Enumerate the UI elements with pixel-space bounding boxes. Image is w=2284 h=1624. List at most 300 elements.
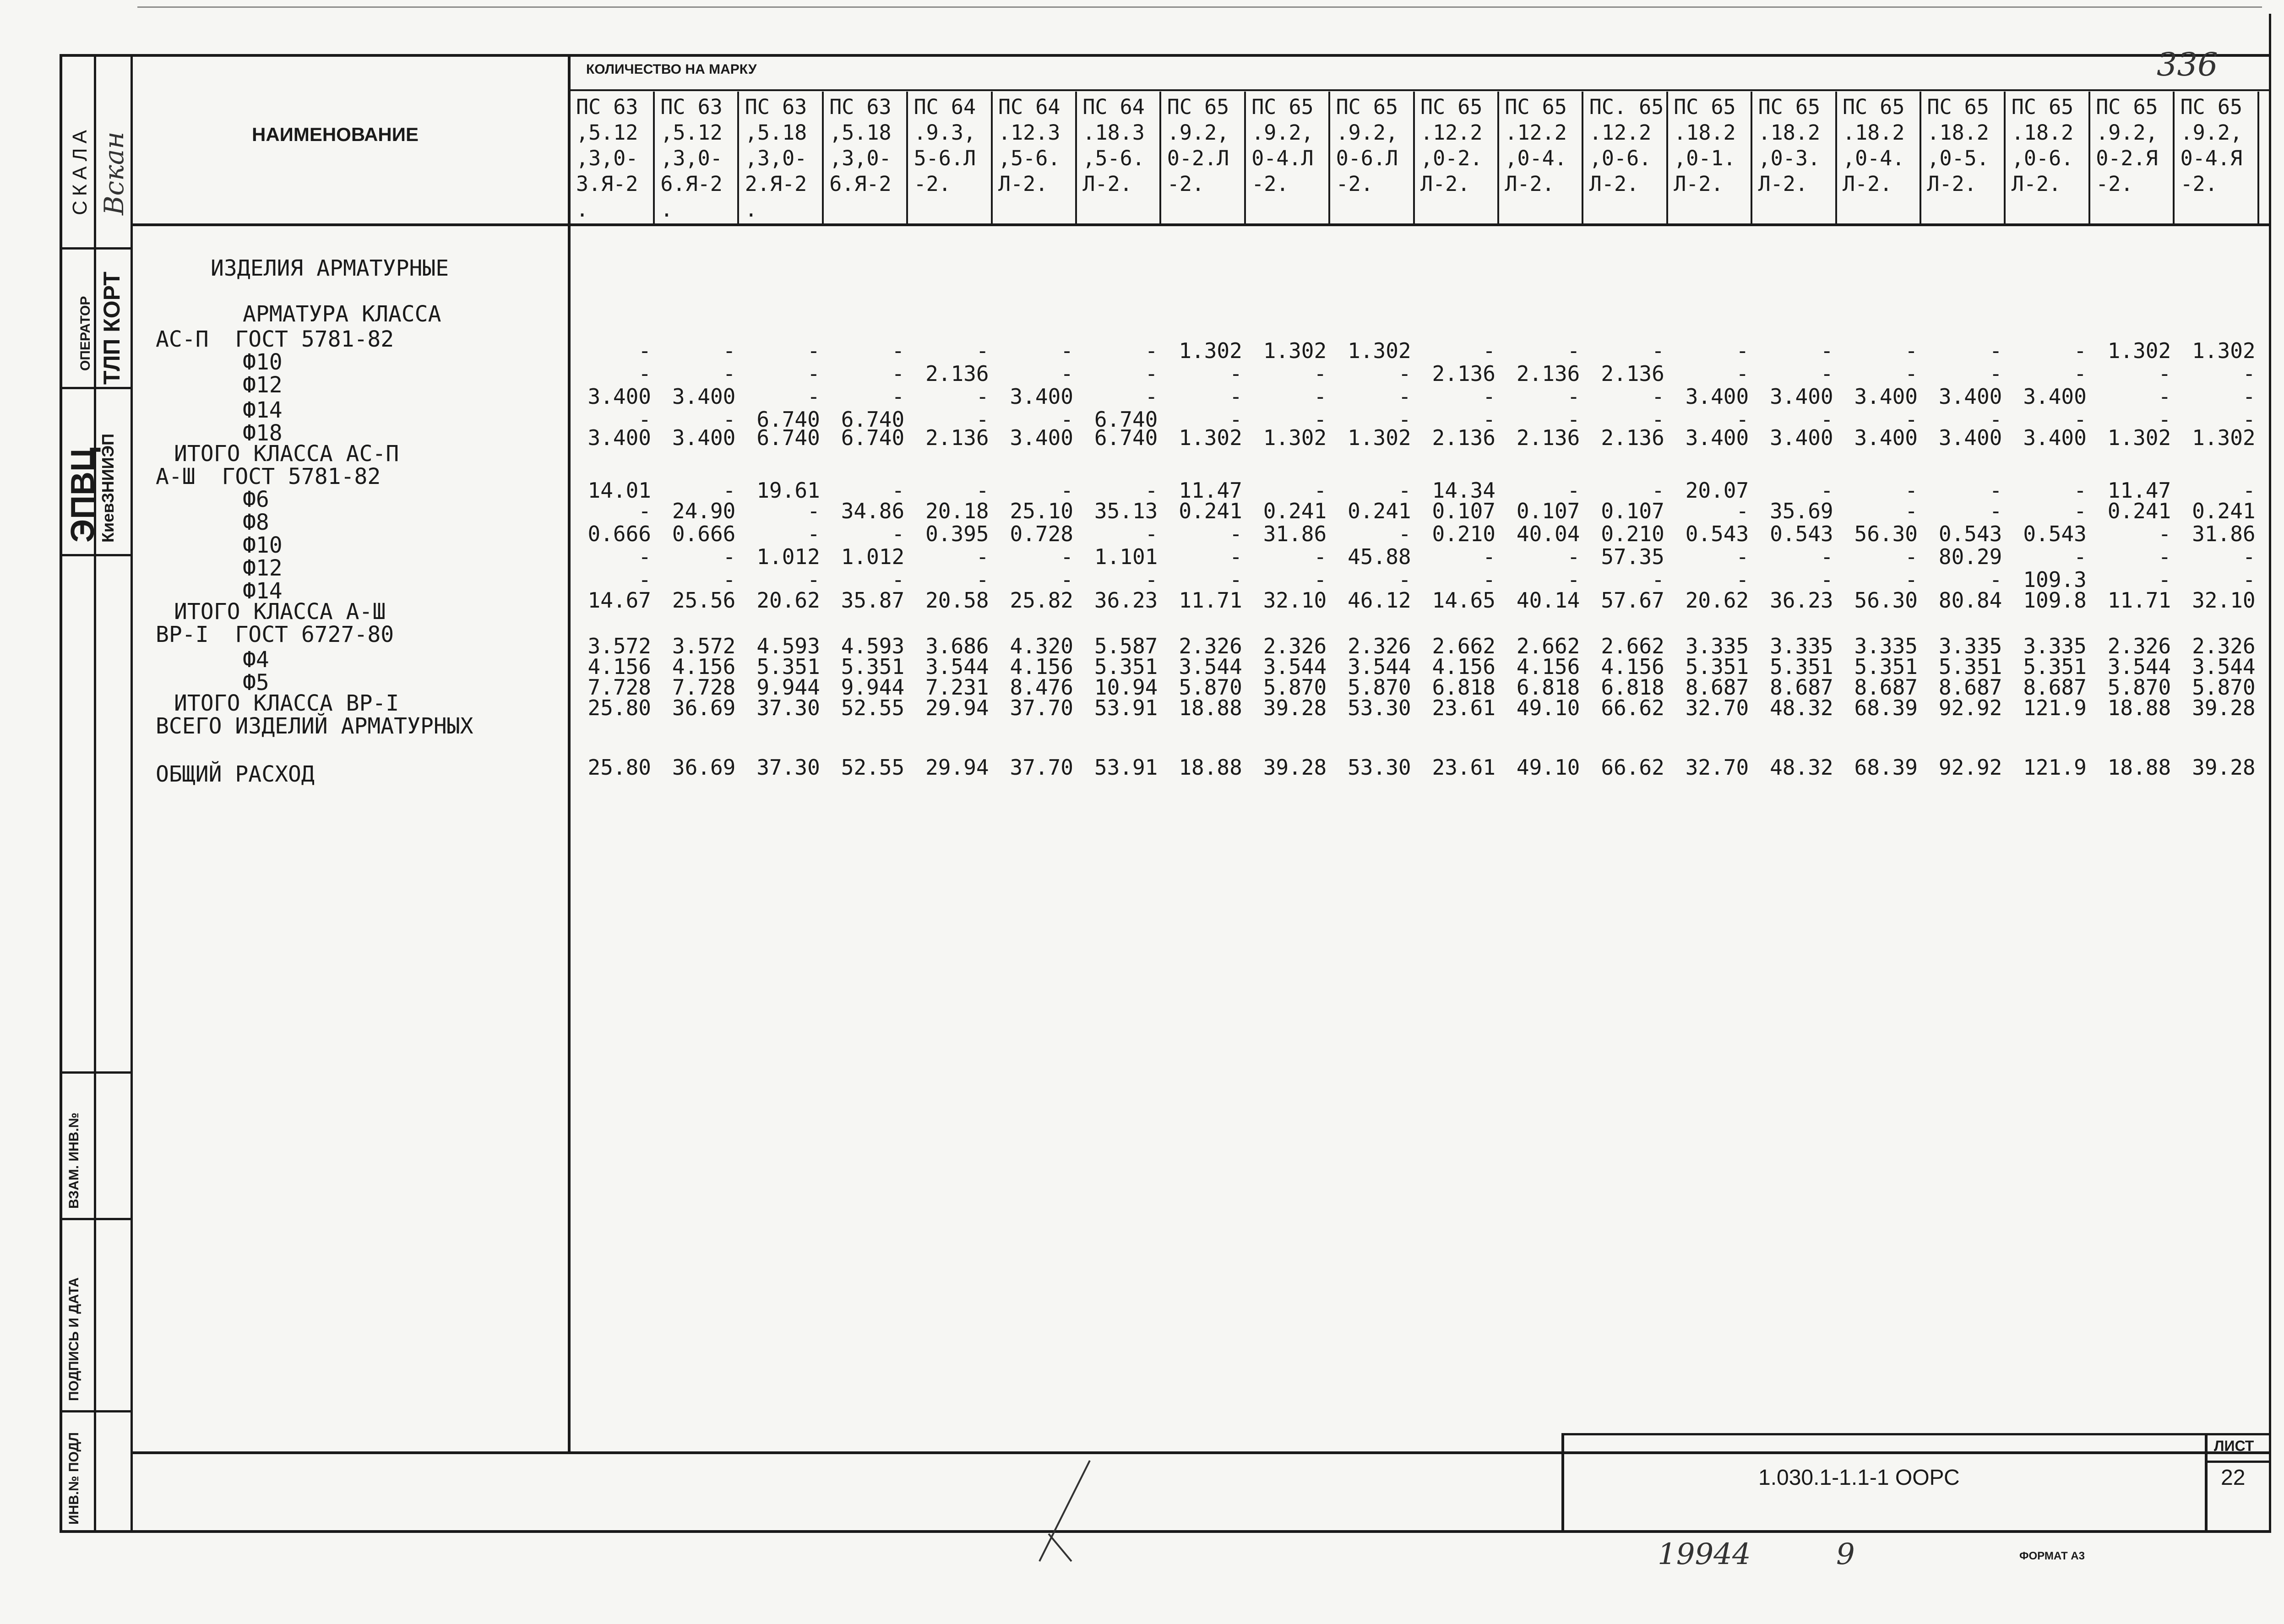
cell-ac2-f12-7: - xyxy=(1145,361,1158,386)
label-f14-b: Ф14 xyxy=(243,578,283,604)
cell-ac2-total-10: 1.302 xyxy=(1348,425,1411,450)
cell-ac2-total-13: 2.136 xyxy=(1601,425,1664,450)
column-header-13: ПС. 65 .12.2 ,0-6. Л-2. xyxy=(1584,92,1668,224)
titleblock-divider-2 xyxy=(2205,1433,2208,1532)
cell-a3-f12-16: - xyxy=(1905,544,1918,569)
cell-vr1-f4-6: 4.320 xyxy=(1010,634,1073,658)
cell-obshchiy-6: 37.70 xyxy=(1010,755,1073,780)
cell-ac2-f14-5: - xyxy=(976,384,989,409)
cell-a3-f14-17: - xyxy=(1989,567,2002,592)
cell-vr1-total-1: 7.728 xyxy=(587,675,651,700)
cell-a3-f12-12: - xyxy=(1567,544,1580,569)
cell-vr1-f5-7: 5.351 xyxy=(1094,654,1158,679)
cell-vr1-total-18: 8.687 xyxy=(2023,675,2087,700)
cell-a3-f8-12: 0.107 xyxy=(1516,499,1580,523)
cell-obshchiy-1: 25.80 xyxy=(587,755,651,780)
cell-ac2-total-20: 1.302 xyxy=(2192,425,2256,450)
cell-ac2-f12-1: - xyxy=(638,361,651,386)
cell-vr1-f4-17: 3.335 xyxy=(1938,634,2002,658)
cell-vr1-total-5: 7.231 xyxy=(925,675,989,700)
cell-a3-f14-18: 109.3 xyxy=(2023,567,2087,592)
label-f12-b: Ф12 xyxy=(243,555,283,581)
cell-vr1-total-20: 5.870 xyxy=(2192,675,2256,700)
page-number-handwritten: 336 xyxy=(2157,46,2218,83)
cell-ac2-f18-7: 6.740 xyxy=(1094,407,1158,432)
cell-ac2-f12-9: - xyxy=(1314,361,1327,386)
cell-ac2-f14-2: 3.400 xyxy=(672,384,736,409)
label-f6: Ф6 xyxy=(243,487,269,512)
cell-a3-f10-10: - xyxy=(1398,521,1411,546)
cell-a3-f12-14: - xyxy=(1736,544,1749,569)
cell-a3-f6-4: - xyxy=(892,478,905,503)
cell-vr1-total-12: 6.818 xyxy=(1516,675,1580,700)
quantity-label-line xyxy=(568,89,2271,91)
cell-ac2-f18-19: - xyxy=(2158,407,2171,432)
stamp-sep-2 xyxy=(60,387,133,389)
cell-vsego-2: 36.69 xyxy=(672,695,736,720)
label-itogo-ac2: ИТОГО КЛАССА АС-П xyxy=(174,441,399,467)
cell-a3-f8-1: - xyxy=(638,499,651,523)
cell-vr1-total-4: 9.944 xyxy=(841,675,905,700)
cell-a3-f10-3: - xyxy=(807,521,820,546)
cell-vr1-f4-18: 3.335 xyxy=(2023,634,2087,658)
cell-ac2-total-19: 1.302 xyxy=(2107,425,2171,450)
cell-ac2-f10-5: - xyxy=(976,338,989,363)
cell-obshchiy-11: 23.61 xyxy=(1432,755,1495,780)
cell-a3-total-6: 25.82 xyxy=(1010,588,1073,613)
label-itogo-a3: ИТОГО КЛАССА А-Ш xyxy=(174,599,386,625)
column-header-16: ПС 65 .18.2 ,0-4. Л-2. xyxy=(1837,92,1921,224)
cell-ac2-f18-16: - xyxy=(1905,407,1918,432)
quantity-header: КОЛИЧЕСТВО НА МАРКУ xyxy=(586,62,757,77)
name-column-divider xyxy=(568,54,571,1453)
cell-a3-f8-14: - xyxy=(1736,499,1749,523)
cell-ac2-f14-1: 3.400 xyxy=(587,384,651,409)
cell-a3-f6-6: - xyxy=(1060,478,1073,503)
cell-a3-f8-19: 0.241 xyxy=(2107,499,2171,523)
cell-ac2-f10-16: - xyxy=(1905,338,1918,363)
cell-vsego-17: 92.92 xyxy=(1938,695,2002,720)
cell-ac2-f10-1: - xyxy=(638,338,651,363)
column-header-5: ПС 64 .9.3, 5-6.Л -2. xyxy=(908,92,993,224)
column-header-9: ПС 65 .9.2, 0-4.Л -2. xyxy=(1246,92,1330,224)
cell-a3-f14-16: - xyxy=(1905,567,1918,592)
cell-a3-f14-14: - xyxy=(1736,567,1749,592)
cell-ac2-f18-14: - xyxy=(1736,407,1749,432)
cell-vr1-f4-4: 4.593 xyxy=(841,634,905,658)
cell-obshchiy-4: 52.55 xyxy=(841,755,905,780)
cell-vr1-f5-9: 3.544 xyxy=(1263,654,1327,679)
cell-ac2-f10-12: - xyxy=(1567,338,1580,363)
scan-edge-top xyxy=(137,6,2262,8)
column-header-18: ПС 65 .18.2 ,0-6. Л-2. xyxy=(2006,92,2090,224)
cell-obshchiy-14: 32.70 xyxy=(1685,755,1749,780)
inv-podl-label: ИНВ.№ ПОДЛ xyxy=(66,1432,82,1525)
cell-obshchiy-16: 68.39 xyxy=(1854,755,1918,780)
cell-ac2-total-15: 3.400 xyxy=(1770,425,1833,450)
cell-ac2-f12-19: - xyxy=(2158,361,2171,386)
sheet-number: 22 xyxy=(2221,1466,2246,1490)
cell-ac2-f18-1: - xyxy=(638,407,651,432)
footer-handwritten-extra: 9 xyxy=(1836,1537,1855,1571)
cell-ac2-f12-8: - xyxy=(1229,361,1242,386)
cell-ac2-total-11: 2.136 xyxy=(1432,425,1495,450)
cell-ac2-f10-13: - xyxy=(1652,338,1664,363)
label-vr1-gost: ВР-I ГОСТ 6727-80 xyxy=(156,622,394,647)
cell-a3-f12-17: 80.29 xyxy=(1938,544,2002,569)
cell-a3-f12-8: - xyxy=(1229,544,1242,569)
cell-ac2-f18-3: 6.740 xyxy=(756,407,820,432)
cell-a3-total-17: 80.84 xyxy=(1938,588,2002,613)
cell-a3-f6-13: - xyxy=(1652,478,1664,503)
cell-a3-f12-18: - xyxy=(2074,544,2087,569)
cell-vr1-f4-11: 2.662 xyxy=(1432,634,1495,658)
cell-ac2-total-12: 2.136 xyxy=(1516,425,1580,450)
label-f10-b: Ф10 xyxy=(243,532,283,558)
cell-vr1-total-14: 8.687 xyxy=(1685,675,1749,700)
cell-ac2-f12-4: - xyxy=(892,361,905,386)
cell-vr1-f5-2: 4.156 xyxy=(672,654,736,679)
label-obshchiy: ОБЩИЙ РАСХОД xyxy=(156,761,315,787)
cell-ac2-f18-5: - xyxy=(976,407,989,432)
cell-ac2-f18-11: - xyxy=(1483,407,1495,432)
cell-vr1-f5-12: 4.156 xyxy=(1516,654,1580,679)
cell-vr1-f4-14: 3.335 xyxy=(1685,634,1749,658)
cell-a3-f12-7: 1.101 xyxy=(1094,544,1158,569)
cell-ac2-f10-8: 1.302 xyxy=(1179,338,1242,363)
cell-ac2-f14-18: 3.400 xyxy=(2023,384,2087,409)
cell-a3-f8-17: - xyxy=(1989,499,2002,523)
cell-ac2-f18-20: - xyxy=(2242,407,2256,432)
cell-vr1-total-7: 10.94 xyxy=(1094,675,1158,700)
cell-a3-f10-16: 56.30 xyxy=(1854,521,1918,546)
scale-signature: Вскан xyxy=(98,131,130,215)
label-ac2-gost: АС-П ГОСТ 5781-82 xyxy=(156,326,394,352)
cell-obshchiy-17: 92.92 xyxy=(1938,755,2002,780)
cell-a3-f12-5: - xyxy=(976,544,989,569)
cell-ac2-total-3: 6.740 xyxy=(756,425,820,450)
cell-vr1-f4-1: 3.572 xyxy=(587,634,651,658)
cell-ac2-f10-2: - xyxy=(723,338,736,363)
cell-ac2-f18-6: - xyxy=(1060,407,1073,432)
cell-a3-total-3: 20.62 xyxy=(756,588,820,613)
label-f18-a: Ф18 xyxy=(243,420,283,446)
cell-vsego-3: 37.30 xyxy=(756,695,820,720)
cell-obshchiy-20: 39.28 xyxy=(2192,755,2256,780)
cell-vsego-7: 53.91 xyxy=(1094,695,1158,720)
cell-vsego-6: 37.70 xyxy=(1010,695,1073,720)
cell-ac2-f14-6: 3.400 xyxy=(1010,384,1073,409)
label-f8: Ф8 xyxy=(243,510,269,535)
label-f5: Ф5 xyxy=(243,670,269,695)
cell-vr1-f4-8: 2.326 xyxy=(1179,634,1242,658)
cell-ac2-f10-10: 1.302 xyxy=(1348,338,1411,363)
cell-vr1-f4-5: 3.686 xyxy=(925,634,989,658)
cell-vr1-f4-15: 3.335 xyxy=(1770,634,1833,658)
cell-a3-total-18: 109.8 xyxy=(2023,588,2087,613)
cell-a3-f10-11: 0.210 xyxy=(1432,521,1495,546)
cell-a3-total-11: 14.65 xyxy=(1432,588,1495,613)
cell-a3-total-1: 14.67 xyxy=(587,588,651,613)
inv-vzam-label: ВЗАМ. ИНВ.№ xyxy=(66,1112,82,1209)
cell-a3-f14-15: - xyxy=(1820,567,1833,592)
cell-ac2-total-17: 3.400 xyxy=(1938,425,2002,450)
stamp-sep-5 xyxy=(60,1218,133,1220)
cell-obshchiy-9: 39.28 xyxy=(1263,755,1327,780)
cell-vr1-f5-1: 4.156 xyxy=(587,654,651,679)
cell-vsego-12: 49.10 xyxy=(1516,695,1580,720)
cell-vr1-total-6: 8.476 xyxy=(1010,675,1073,700)
cell-vsego-14: 32.70 xyxy=(1685,695,1749,720)
column-header-1: ПС 63 ,5.12 ,3,0- 3.Я-2 . xyxy=(571,92,655,224)
cell-ac2-f10-9: 1.302 xyxy=(1263,338,1327,363)
cell-vsego-16: 68.39 xyxy=(1854,695,1918,720)
cell-a3-f14-10: - xyxy=(1398,567,1411,592)
cell-ac2-f10-14: - xyxy=(1736,338,1749,363)
cell-vr1-f5-17: 5.351 xyxy=(1938,654,2002,679)
cell-ac2-f10-3: - xyxy=(807,338,820,363)
cell-ac2-f10-6: - xyxy=(1060,338,1073,363)
cell-a3-f12-6: - xyxy=(1060,544,1073,569)
titleblock-top xyxy=(133,1451,2271,1454)
cell-vr1-total-13: 6.818 xyxy=(1601,675,1664,700)
doc-code: 1.030.1-1.1-1 ООРС xyxy=(1758,1466,1960,1490)
column-header-3: ПС 63 ,5.18 ,3,0- 2.Я-2 . xyxy=(740,92,824,224)
cell-ac2-f12-17: - xyxy=(1989,361,2002,386)
cell-ac2-total-9: 1.302 xyxy=(1263,425,1327,450)
cell-vr1-total-15: 8.687 xyxy=(1770,675,1833,700)
cell-ac2-f18-10: - xyxy=(1398,407,1411,432)
column-header-15: ПС 65 .18.2 ,0-3. Л-2. xyxy=(1753,92,1837,224)
cell-vr1-f5-4: 5.351 xyxy=(841,654,905,679)
cell-vsego-4: 52.55 xyxy=(841,695,905,720)
cell-a3-total-10: 46.12 xyxy=(1348,588,1411,613)
cell-ac2-f12-13: 2.136 xyxy=(1601,361,1664,386)
cell-vr1-total-2: 7.728 xyxy=(672,675,736,700)
operator-value: ТЛП КОРТ xyxy=(99,272,125,385)
cell-a3-f10-13: 0.210 xyxy=(1601,521,1664,546)
cell-a3-f10-12: 40.04 xyxy=(1516,521,1580,546)
sheet-label: ЛИСТ xyxy=(2214,1438,2254,1454)
cell-vr1-f5-18: 5.351 xyxy=(2023,654,2087,679)
stamp-sep-6 xyxy=(60,1410,133,1412)
cell-ac2-f18-12: - xyxy=(1567,407,1580,432)
column-header-19: ПС 65 .9.2, 0-2.Я -2. xyxy=(2090,92,2175,224)
cell-obshchiy-5: 29.94 xyxy=(925,755,989,780)
cell-obshchiy-10: 53.30 xyxy=(1348,755,1411,780)
cell-vr1-f4-7: 5.587 xyxy=(1094,634,1158,658)
cell-vr1-total-11: 6.818 xyxy=(1432,675,1495,700)
cell-ac2-f12-3: - xyxy=(807,361,820,386)
cell-vr1-total-17: 8.687 xyxy=(1938,675,2002,700)
cell-vr1-f4-10: 2.326 xyxy=(1348,634,1411,658)
cell-vr1-f4-12: 2.662 xyxy=(1516,634,1580,658)
format-label: ФОРМАТ А3 xyxy=(2019,1550,2085,1562)
cell-ac2-f14-11: - xyxy=(1483,384,1495,409)
cell-a3-f8-3: - xyxy=(807,499,820,523)
label-izdeliya: ИЗДЕЛИЯ АРМАТУРНЫЕ xyxy=(211,255,449,281)
cell-ac2-f10-18: - xyxy=(2074,338,2087,363)
cell-vsego-20: 39.28 xyxy=(2192,695,2256,720)
column-header-7: ПС 64 .18.3 ,5-6. Л-2. xyxy=(1077,92,1161,224)
cell-a3-f10-17: 0.543 xyxy=(1938,521,2002,546)
cell-ac2-f14-12: - xyxy=(1567,384,1580,409)
cell-vr1-f4-3: 4.593 xyxy=(756,634,820,658)
cell-vr1-f5-5: 3.544 xyxy=(925,654,989,679)
cell-ac2-total-4: 6.740 xyxy=(841,425,905,450)
cell-vr1-f5-20: 3.544 xyxy=(2192,654,2256,679)
cell-vsego-10: 53.30 xyxy=(1348,695,1411,720)
cell-a3-f12-13: 57.35 xyxy=(1601,544,1664,569)
cell-ac2-f10-20: 1.302 xyxy=(2192,338,2256,363)
cell-a3-f10-8: - xyxy=(1229,521,1242,546)
cell-a3-f12-1: - xyxy=(638,544,651,569)
cell-vsego-18: 121.9 xyxy=(2023,695,2087,720)
cell-a3-f10-7: - xyxy=(1145,521,1158,546)
cell-ac2-f12-12: 2.136 xyxy=(1516,361,1580,386)
cell-vr1-f5-6: 4.156 xyxy=(1010,654,1073,679)
cell-a3-f6-17: - xyxy=(1989,478,2002,503)
cell-a3-f14-11: - xyxy=(1483,567,1495,592)
cell-ac2-f18-2: - xyxy=(723,407,736,432)
cell-a3-f12-9: - xyxy=(1314,544,1327,569)
cell-ac2-f12-15: - xyxy=(1820,361,1833,386)
name-header: НАИМЕНОВАНИЕ xyxy=(252,124,419,145)
cell-a3-f14-6: - xyxy=(1060,567,1073,592)
cell-a3-f8-11: 0.107 xyxy=(1432,499,1495,523)
cell-vsego-5: 29.94 xyxy=(925,695,989,720)
cell-vr1-f5-16: 5.351 xyxy=(1854,654,1918,679)
cell-ac2-f10-4: - xyxy=(892,338,905,363)
cell-a3-f8-13: 0.107 xyxy=(1601,499,1664,523)
cell-a3-total-5: 20.58 xyxy=(925,588,989,613)
cell-vr1-f5-10: 3.544 xyxy=(1348,654,1411,679)
cell-ac2-f14-15: 3.400 xyxy=(1770,384,1833,409)
cell-obshchiy-15: 48.32 xyxy=(1770,755,1833,780)
cell-a3-f6-18: - xyxy=(2074,478,2087,503)
cell-a3-f6-14: 20.07 xyxy=(1685,478,1749,503)
cell-obshchiy-19: 18.88 xyxy=(2107,755,2171,780)
cell-ac2-f12-11: 2.136 xyxy=(1432,361,1495,386)
cell-obshchiy-2: 36.69 xyxy=(672,755,736,780)
cell-ac2-f14-10: - xyxy=(1398,384,1411,409)
sign-date-label: ПОДПИСЬ И ДАТА xyxy=(66,1277,82,1401)
cell-ac2-f12-5: 2.136 xyxy=(925,361,989,386)
cell-a3-f10-4: - xyxy=(892,521,905,546)
cell-a3-f6-5: - xyxy=(976,478,989,503)
cell-obshchiy-12: 49.10 xyxy=(1516,755,1580,780)
cell-ac2-f10-19: 1.302 xyxy=(2107,338,2171,363)
cell-obshchiy-3: 37.30 xyxy=(756,755,820,780)
cell-vr1-f4-13: 2.662 xyxy=(1601,634,1664,658)
cell-a3-f6-15: - xyxy=(1820,478,1833,503)
cell-vsego-19: 18.88 xyxy=(2107,695,2171,720)
cell-ac2-f12-16: - xyxy=(1905,361,1918,386)
cell-obshchiy-8: 18.88 xyxy=(1179,755,1242,780)
cell-a3-f10-14: 0.543 xyxy=(1685,521,1749,546)
cell-a3-f14-12: - xyxy=(1567,567,1580,592)
column-header-8: ПС 65 .9.2, 0-2.Л -2. xyxy=(1162,92,1246,224)
cell-a3-f6-11: 14.34 xyxy=(1432,478,1495,503)
operator-label: ОПЕРАТОР xyxy=(78,296,93,371)
cell-a3-f14-9: - xyxy=(1314,567,1327,592)
cell-ac2-f18-9: - xyxy=(1314,407,1327,432)
cell-vr1-total-3: 9.944 xyxy=(756,675,820,700)
cell-a3-f12-11: - xyxy=(1483,544,1495,569)
cell-a3-f14-4: - xyxy=(892,567,905,592)
cell-vr1-f4-16: 3.335 xyxy=(1854,634,1918,658)
cell-vsego-9: 39.28 xyxy=(1263,695,1327,720)
cell-a3-total-12: 40.14 xyxy=(1516,588,1580,613)
cell-ac2-total-1: 3.400 xyxy=(587,425,651,450)
stamp-sep-3 xyxy=(60,554,133,556)
cell-ac2-f18-15: - xyxy=(1820,407,1833,432)
cell-ac2-f12-2: - xyxy=(723,361,736,386)
cell-a3-f6-9: - xyxy=(1314,478,1327,503)
cell-ac2-total-2: 3.400 xyxy=(672,425,736,450)
cell-a3-f10-5: 0.395 xyxy=(925,521,989,546)
cell-a3-f10-15: 0.543 xyxy=(1770,521,1833,546)
titleblock-upper xyxy=(1561,1433,2269,1435)
cell-vr1-f4-19: 2.326 xyxy=(2107,634,2171,658)
frame-top xyxy=(60,54,2271,57)
cell-a3-f10-20: 31.86 xyxy=(2192,521,2256,546)
column-header-12: ПС 65 .12.2 ,0-4. Л-2. xyxy=(1499,92,1583,224)
cell-ac2-f14-16: 3.400 xyxy=(1854,384,1918,409)
cell-vsego-13: 66.62 xyxy=(1601,695,1664,720)
cell-a3-f14-1: - xyxy=(638,567,651,592)
cell-a3-f12-4: 1.012 xyxy=(841,544,905,569)
cell-a3-f8-6: 25.10 xyxy=(1010,499,1073,523)
cell-a3-f10-19: - xyxy=(2158,521,2171,546)
cell-a3-f6-19: 11.47 xyxy=(2107,478,2171,503)
cell-a3-total-13: 57.67 xyxy=(1601,588,1664,613)
cell-vr1-total-19: 5.870 xyxy=(2107,675,2171,700)
cell-a3-f14-20: - xyxy=(2242,567,2256,592)
label-f14-a: Ф14 xyxy=(243,397,283,423)
cell-a3-f6-1: 14.01 xyxy=(587,478,651,503)
cell-ac2-f14-14: 3.400 xyxy=(1685,384,1749,409)
cell-ac2-f18-8: - xyxy=(1229,407,1242,432)
cell-a3-f6-10: - xyxy=(1398,478,1411,503)
label-vsego: ВСЕГО ИЗДЕЛИЙ АРМАТУРНЫХ xyxy=(156,713,473,739)
cell-a3-f10-6: 0.728 xyxy=(1010,521,1073,546)
label-armatura-klassa: АРМАТУРА КЛАССА xyxy=(243,301,441,327)
cell-ac2-f14-8: - xyxy=(1229,384,1242,409)
stamp-vline xyxy=(94,54,96,1533)
cell-a3-total-14: 20.62 xyxy=(1685,588,1749,613)
cell-a3-f6-3: 19.61 xyxy=(756,478,820,503)
cell-obshchiy-13: 66.62 xyxy=(1601,755,1664,780)
cell-a3-f8-10: 0.241 xyxy=(1348,499,1411,523)
cell-ac2-f14-4: - xyxy=(892,384,905,409)
cell-vr1-f5-8: 3.544 xyxy=(1179,654,1242,679)
frame-bottom xyxy=(60,1530,2271,1533)
cell-obshchiy-18: 121.9 xyxy=(2023,755,2087,780)
cell-a3-f10-2: 0.666 xyxy=(672,521,736,546)
cell-a3-total-7: 36.23 xyxy=(1094,588,1158,613)
pencil-mark xyxy=(1021,1456,1113,1566)
cell-a3-total-2: 25.56 xyxy=(672,588,736,613)
cell-ac2-f14-9: - xyxy=(1314,384,1327,409)
column-header-20: ПС 65 .9.2, 0-4.Я -2. xyxy=(2175,92,2259,224)
cell-a3-f12-10: 45.88 xyxy=(1348,544,1411,569)
label-f4: Ф4 xyxy=(243,647,269,673)
label-a3-gost: А-Ш ГОСТ 5781-82 xyxy=(156,464,381,489)
cell-a3-f14-2: - xyxy=(723,567,736,592)
cell-a3-f14-7: - xyxy=(1145,567,1158,592)
cell-a3-total-19: 11.71 xyxy=(2107,588,2171,613)
